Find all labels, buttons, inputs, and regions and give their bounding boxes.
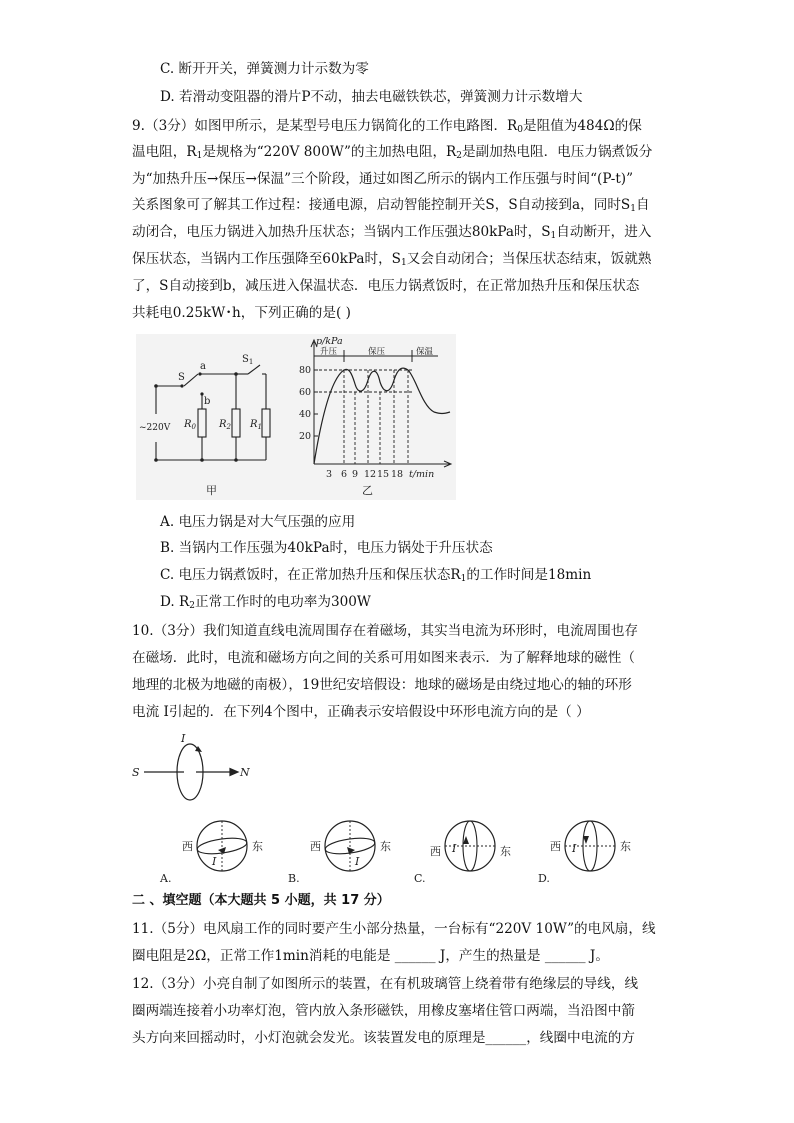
- q9-stem-line-6: 保压状态，当锅内工作压强降至60kPa时，$S_1$又会自动闭合；当保压状态结束，饭就熟: [132, 251, 652, 268]
- globe-d: [538, 821, 631, 885]
- phase-warming-label: 保温: [416, 347, 434, 357]
- y-tick-20: 20: [299, 431, 312, 442]
- svg-text:I: I: [212, 855, 217, 868]
- svg-text:东: 东: [500, 845, 511, 858]
- q12-stem-line-2: 圈两端连接着小功率灯泡，管内放入条形磁铁，用橡皮塞堵住管口两端，当沿图中箭: [132, 1003, 635, 1019]
- q9-stem-line-4: 关系图象可了解其工作过程：接通电源，启动智能控制开关S，S自动接到a，同时$S_1$自: [132, 197, 650, 214]
- x-tick-9: 9: [352, 469, 359, 480]
- circuit-caption: 甲: [206, 484, 217, 497]
- x-tick-15: 15: [377, 469, 390, 480]
- q8-option-c: C. 断开开关，弹簧测力计示数为零: [160, 61, 369, 77]
- svg-text:西: 西: [182, 840, 193, 853]
- graph-x-label: t/min: [409, 469, 435, 480]
- circuit-diagram: [136, 334, 288, 500]
- svg-text:东: 东: [252, 840, 263, 853]
- x-tick-18: 18: [391, 469, 404, 480]
- r1-label: $R_1$: [250, 419, 262, 431]
- switch-s-label: S: [178, 372, 185, 383]
- y-tick-60: 60: [299, 387, 312, 398]
- r2-label: $R_2$: [219, 419, 231, 431]
- y-tick-80: 80: [299, 365, 312, 376]
- q9-option-c: C. 电压力锅煮饭时，在正常加热升压和保压状态$R_1$的工作时间是18min: [160, 567, 592, 584]
- contact-a-label: a: [200, 361, 206, 372]
- q9-stem-line-7: 了，S自动接到b，减压进入保温状态．电压力锅煮饭时，在正常加热升压和保压状态: [132, 278, 640, 294]
- q10-stem-line-2: 在磁场．此时，电流和磁场方向之间的关系可用如图来表示．为了解释地球的磁性（: [132, 650, 635, 666]
- x-tick-6: 6: [341, 469, 348, 480]
- q12-stem-line-3: 头方向来回摇动时，小灯泡就会发光。该装置发电的原理是______，线圈中电流的方: [132, 1030, 635, 1046]
- q10-stem-line-1: 10.（3分）我们知道直线电流周围存在着磁场，其实当电流为环形时，电流周围也存: [132, 623, 639, 639]
- contact-b-label: b: [204, 396, 211, 407]
- svg-text:东: 东: [620, 840, 631, 853]
- svg-text:C.: C.: [414, 872, 426, 885]
- voltage-label: ~220V: [139, 423, 171, 433]
- svg-text:B.: B.: [288, 872, 300, 885]
- graph-caption: 乙: [362, 484, 373, 497]
- q9-option-b: B. 当锅内工作压强为40kPa时，电压力锅处于升压状态: [160, 540, 493, 556]
- globe-b: [288, 821, 391, 885]
- svg-text:西: 西: [430, 845, 441, 858]
- y-tick-40: 40: [299, 409, 312, 420]
- q12-stem-line-1: 12.（3分）小亮自制了如图所示的装置，在有机玻璃管上绕着带有绝缘层的导线，线: [132, 976, 639, 992]
- q11-stem-line-2: 圈电阻是2Ω，正常工作1min消耗的电能是 ______ J，产生的热量是 ______ J。: [132, 948, 609, 964]
- q9-stem-line-1: 9.（3分）如图甲所示，是某型号电压力锅简化的工作电路图．$R_0$是阻值为484Ω的保: [132, 118, 642, 135]
- q9-stem-line-8: 共耗电0.25kW･h，下列正确的是( ): [132, 305, 351, 321]
- ring-current-figure: [132, 730, 262, 806]
- pressure-time-graph: [288, 334, 456, 500]
- phase-holding-label: 保压: [368, 347, 386, 357]
- svg-text:A.: A.: [160, 872, 172, 885]
- q9-option-a: A. 电压力锅是对大气压强的应用: [160, 514, 356, 530]
- x-tick-3: 3: [326, 469, 333, 480]
- switch-s1-label: $S_1$: [242, 354, 254, 366]
- q11-stem-line-1: 11.（5分）电风扇工作的同时要产生小部分热量，一台标有“220V 10W”的电风扇，线: [132, 921, 656, 937]
- graph-y-label: p/kPa: [316, 336, 343, 347]
- phase-heating-label: 升压: [320, 347, 338, 357]
- q8-option-d: D. 若滑动变阻器的滑片P不动，抽去电磁铁铁芯，弹簧测力计示数增大: [160, 89, 583, 105]
- svg-text:D.: D.: [538, 872, 550, 885]
- q10-stem-line-4: 电流 I引起的．在下列4个图中，正确表示安培假设中环形电流方向的是（ ）: [132, 704, 590, 720]
- x-tick-12: 12: [364, 469, 377, 480]
- r0-label: $R_0$: [184, 419, 196, 431]
- q9-stem-line-5: 动闭合，电压力锅进入加热升压状态；当锅内工作压强达80kPa时，$S_1$自动断开，进入: [132, 224, 652, 241]
- svg-text:西: 西: [310, 840, 321, 853]
- svg-text:I: I: [355, 855, 360, 868]
- q9-option-d: D. $R_2$正常工作时的电功率为300W: [160, 594, 371, 611]
- svg-text:I: I: [572, 842, 577, 855]
- current-i-label: I: [181, 732, 186, 745]
- q9-stem-line-2: 温电阻，$R_1$是规格为“220V 800W”的主加热电阻，$R_2$是副加热电阻．电压力锅煮饭分: [132, 144, 653, 161]
- svg-text:东: 东: [380, 840, 391, 853]
- svg-text:西: 西: [550, 840, 561, 853]
- q9-stem-line-3: 为“加热升压→保压→保温”三个阶段，通过如图乙所示的锅内工作压强与时间“(P-t)”: [132, 171, 634, 187]
- q10-stem-line-3: 地理的北极为地磁的南极），19世纪安培假设：地球的磁场是由绕过地心的轴的环形: [132, 677, 632, 693]
- globe-c: [414, 821, 511, 885]
- globe-a: [159, 821, 263, 885]
- north-label: N: [240, 766, 250, 779]
- globe-options: [150, 810, 650, 886]
- south-label: S: [132, 766, 140, 779]
- svg-text:I: I: [452, 842, 457, 855]
- section-fill-in-title: 二 、填空题（本大题共 5 小题，共 17 分）: [132, 893, 390, 908]
